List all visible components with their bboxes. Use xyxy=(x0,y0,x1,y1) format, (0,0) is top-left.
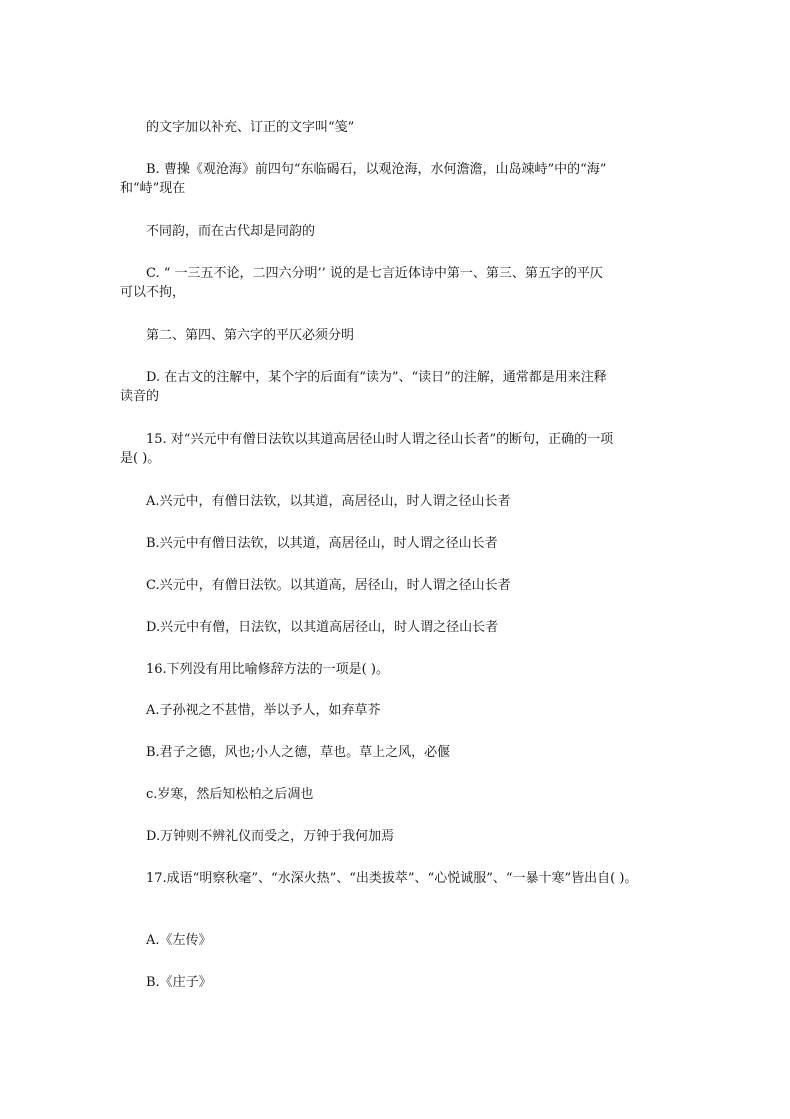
option-c-line-1: C. “ 一三五不论，二四六分明’’ 说的是七言近体诗中第一、第三、第五字的平仄 xyxy=(146,266,603,281)
question-15-option-b: B.兴元中有僧日法钦，以其道，高居径山，时人谓之径山长者 xyxy=(146,536,498,551)
question-15-line-1: 15. 对“兴元中有僧日法钦以其道高居径山时人谓之径山长者”的断句，正确的一项 xyxy=(146,432,614,447)
question-17-option-a: A.《左传》 xyxy=(146,933,212,948)
option-b-line-2: 和“峙”现在 xyxy=(120,181,186,196)
option-c-line-2: 可以不拘， xyxy=(120,285,186,300)
option-c-line-3: 第二、第四、第六字的平仄必须分明 xyxy=(146,328,355,343)
option-d-line-1: D. 在古文的注解中，某个字的后面有“读为”、“读日”的注解，通常都是用来注释 xyxy=(146,370,607,385)
question-16-option-a: A.子孙视之不甚惜，举以予人，如弃草芥 xyxy=(146,703,381,718)
question-15-line-2: 是( )。 xyxy=(120,451,161,466)
option-b-line-1: B. 曹操《观沧海》前四句“东临碣石，以观沧海，水何澹澹，山岛竦峙”中的“海” xyxy=(146,162,607,177)
question-16-option-c: c.岁寒，然后知松柏之后凋也 xyxy=(146,787,314,802)
option-d-line-2: 读音的 xyxy=(120,389,160,404)
question-15-option-d: D.兴元中有僧，日法钦，以其道高居径山，时人谓之径山长者 xyxy=(146,620,499,635)
question-16-option-d: D.万钟则不辨礼仪而受之，万钟于我何加焉 xyxy=(146,829,395,844)
option-b-line-3: 不同韵，而在古代却是同韵的 xyxy=(146,224,316,239)
question-17-option-b: B.《庄子》 xyxy=(146,975,212,990)
question-16-option-b: B.君子之德，风也;小人之德，草也。草上之风，必偃 xyxy=(146,745,451,760)
question-16: 16.下列没有用比喻修辞方法的一项是( )。 xyxy=(146,662,389,677)
question-15-option-c: C.兴元中，有僧日法钦。以其道高，居径山，时人谓之径山长者 xyxy=(146,578,511,593)
question-15-option-a: A.兴元中，有僧日法钦，以其道，高居径山，时人谓之径山长者 xyxy=(146,494,511,509)
text-line-continuation: 的文字加以补充、订正的文字叫“笺” xyxy=(146,120,355,135)
question-17: 17.成语“明察秋毫”、“水深火热”、“出类拔萃”、“心悦诚服”、“一暴十寒”皆出自( )。 xyxy=(146,871,638,886)
